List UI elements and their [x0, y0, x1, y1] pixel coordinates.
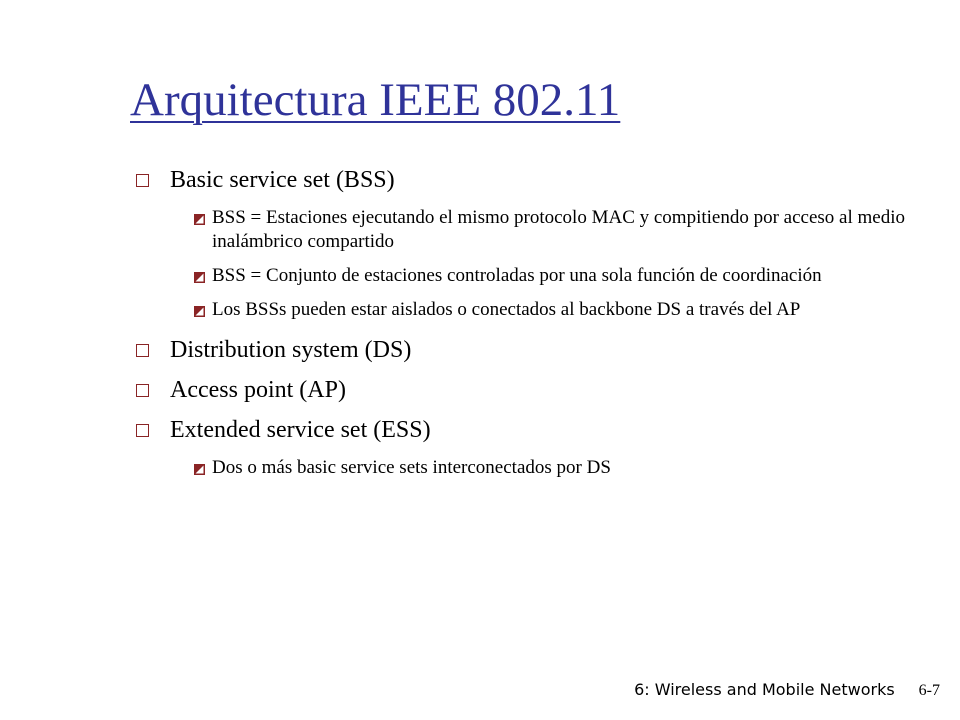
half-filled-square-bullet-icon — [194, 464, 205, 475]
page-number: 6-7 — [918, 682, 940, 699]
half-filled-square-bullet-icon — [194, 272, 205, 283]
chapter-label: 6: Wireless and Mobile Networks — [634, 680, 895, 699]
bullet-item — [136, 166, 936, 194]
slide-title: Arquitectura IEEE 802.11 — [130, 74, 621, 126]
bullet-text: Extended service set (ESS) — [170, 417, 431, 443]
bullet-list — [136, 166, 936, 490]
square-outline-bullet-icon — [136, 174, 149, 187]
bullet-item — [136, 336, 936, 364]
sub-bullet-text: Dos o más basic service sets interconectados por DS — [212, 457, 611, 478]
sub-bullet-item — [194, 206, 924, 254]
bullet-text: Distribution system (DS) — [170, 337, 412, 363]
bullet-text: Access point (AP) — [170, 377, 346, 403]
bullet-text: Basic service set (BSS) — [170, 167, 395, 193]
bullet-item — [136, 416, 936, 444]
sub-bullet-text: BSS = Estaciones ejecutando el mismo protocolo MAC y compitiendo por acceso al medio inalámbrico compartido — [212, 207, 905, 252]
sub-bullet-text: Los BSSs pueden estar aislados o conectados al backbone DS a través del AP — [212, 299, 801, 320]
half-filled-square-bullet-icon — [194, 214, 205, 225]
sub-bullet-item — [194, 456, 924, 480]
square-outline-bullet-icon — [136, 344, 149, 357]
bullet-item — [136, 376, 936, 404]
slide-footer — [634, 679, 940, 702]
sub-bullet-text: BSS = Conjunto de estaciones controladas por una sola función de coordinación — [212, 265, 822, 286]
sub-bullet-item — [194, 264, 924, 288]
square-outline-bullet-icon — [136, 384, 149, 397]
half-filled-square-bullet-icon — [194, 306, 205, 317]
square-outline-bullet-icon — [136, 424, 149, 437]
sub-bullet-item — [194, 298, 924, 322]
